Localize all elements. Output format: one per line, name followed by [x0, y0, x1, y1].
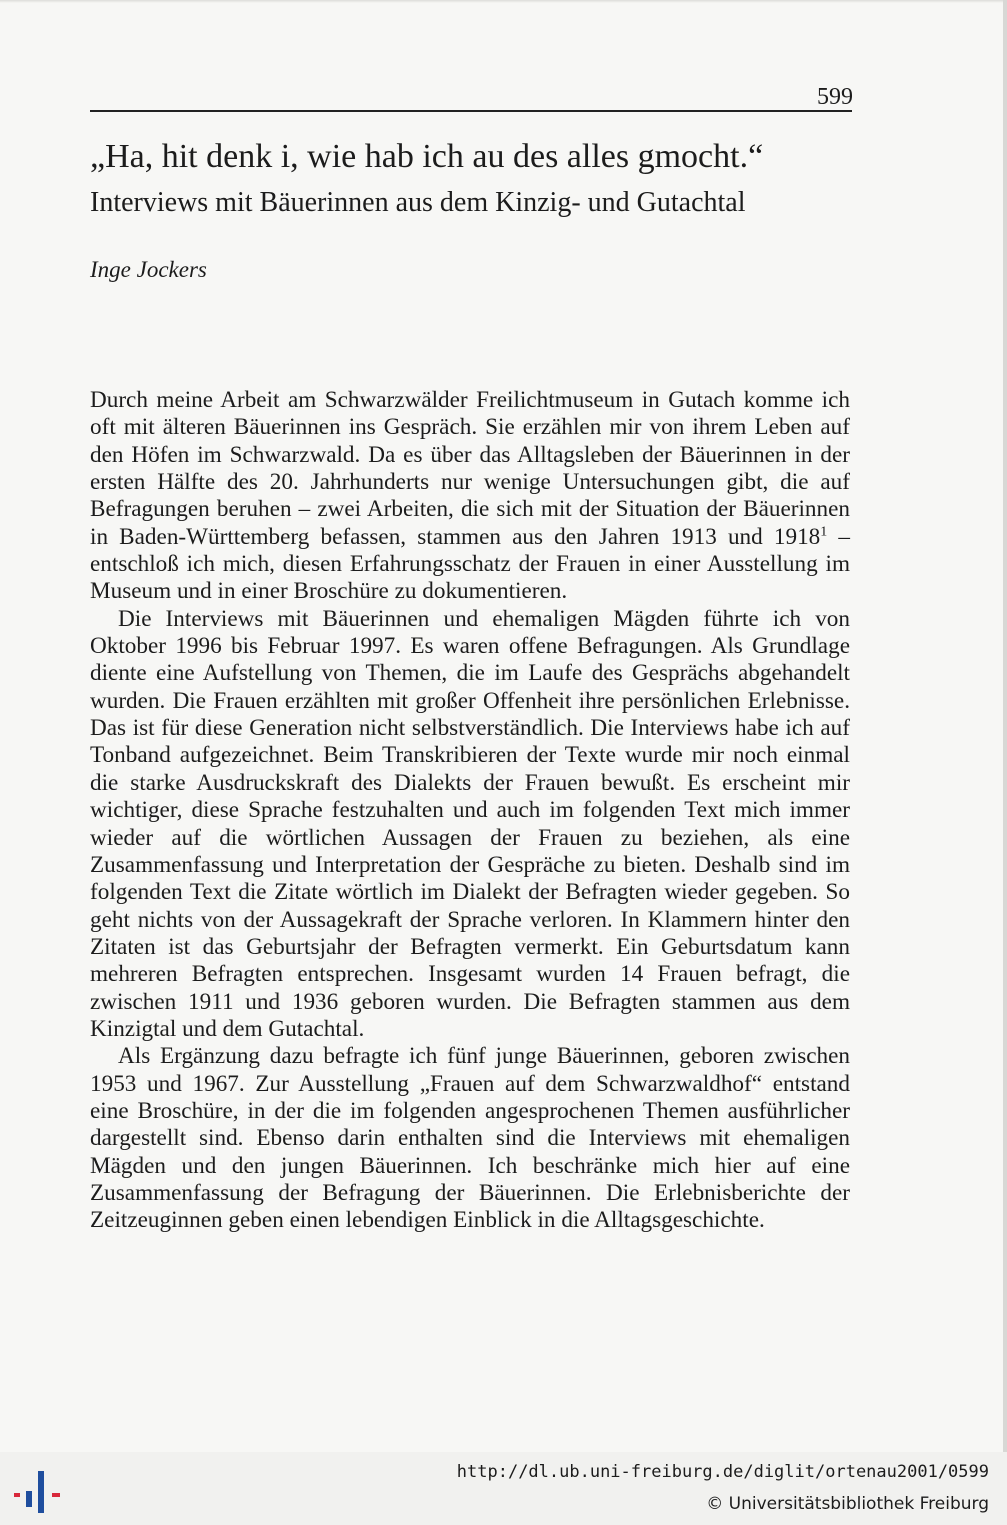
copyright-notice: © Universitätsbibliothek Freiburg	[706, 1494, 989, 1514]
scan-edge	[0, 0, 1003, 3]
article-subtitle: Interviews mit Bäuerinnen aus dem Kinzig- und Gutachtal	[90, 187, 746, 218]
ub-freiburg-logo-icon[interactable]	[12, 1465, 64, 1517]
article-body	[90, 387, 850, 1235]
paragraph-3: Als Ergänzung dazu befragte ich fünf junge Bäuerinnen, geboren zwischen 1953 und 1967. Zur Ausstellung „Frauen auf dem Schwarzwaldhof“ entstand eine Broschüre, in der die im folgenden angesprochenen Themen ausführlicher dargestellt sind. Ebenso darin enthalten sind die Interviews mit ehemaligen Mägden und den jungen Bäuerinnen. Ich beschränke mich hier auf eine Zusammenfassung der Befragung der Bäuerinnen. Die Erlebnisberichte der Zeitzeuginnen geben einen lebendigen Einblick in die Alltagsgeschichte.	[90, 1043, 850, 1234]
paragraph-1	[90, 387, 850, 606]
header-rule	[90, 110, 852, 112]
paragraph-1-text-b: – entschloß ich mich, diesen Erfahrungsschatz der Frauen in einer Ausstellung im Museum und in einer Broschüre zu dokumentieren.	[90, 523, 851, 605]
author-name: Inge Jockers	[90, 257, 207, 282]
page-number: 599	[817, 84, 853, 110]
source-url-link[interactable]: http://dl.ub.uni-freiburg.de/diglit/ortenau2001/0599	[456, 1462, 989, 1482]
paragraph-1-text-a: Durch meine Arbeit am Schwarzwälder Freilichtmuseum in Gutach komme ich oft mit älteren Bäuerinnen ins Gespräch. Sie erzählen mir von ihrem Leben auf den Höfen im Schwarzwald. Da es über das Alltagsleben der Bäuerinnen in der ersten Hälfte des 20. Jahrhunderts nur wenige Untersuchungen gibt, die auf Befragungen beruhen – zwei Arbeiten, die sich mit der Situation der Bäuerinnen in Baden-Württemberg befassen, stammen aus den Jahren 1913 und 1918	[90, 387, 850, 550]
footnote-marker[interactable]: 1	[820, 523, 828, 539]
paragraph-2: Die Interviews mit Bäuerinnen und ehemaligen Mägden führte ich von Oktober 1996 bis Februar 1997. Es waren offene Befragungen. Als Grundlage diente eine Aufstellung von Themen, die im Laufe des Gesprächs abgehandelt wurden. Die Frauen erzählten mit großer Offenheit ihre persönlichen Erlebnisse. Das ist für diese Generation nicht selbstverständlich. Die Interviews habe ich auf Tonband aufgezeichnet. Beim Transkribieren der Texte wurde mir noch einmal die starke Ausdruckskraft des Dialekts der Frauen bewußt. Es erscheint mir wichtiger, diese Sprache festzuhalten und auch im folgenden Text mich immer wieder auf die wörtlichen Aussagen der Frauen zu beziehen, als eine Zusammenfassung und Interpretation der Gespräche zu bieten. Deshalb sind im folgenden Text die Zitate wörtlich im Dialekt der Befragten wieder gegeben. So geht nichts von der Aussagekraft der Sprache verloren. In Klammern hinter den Zitaten ist das Geburtsjahr der Befragten vermerkt. Ein Geburtsdatum kann mehreren Befragten entsprechen. Insgesamt wurden 14 Frauen befragt, die zwischen 1911 und 1936 geboren wurden. Die Befragten stammen aus dem Kinzigtal und dem Gutachtal.	[90, 605, 850, 1042]
article-title: „Ha, hit denk i, wie hab ich au des alles gmocht.“	[90, 138, 764, 175]
